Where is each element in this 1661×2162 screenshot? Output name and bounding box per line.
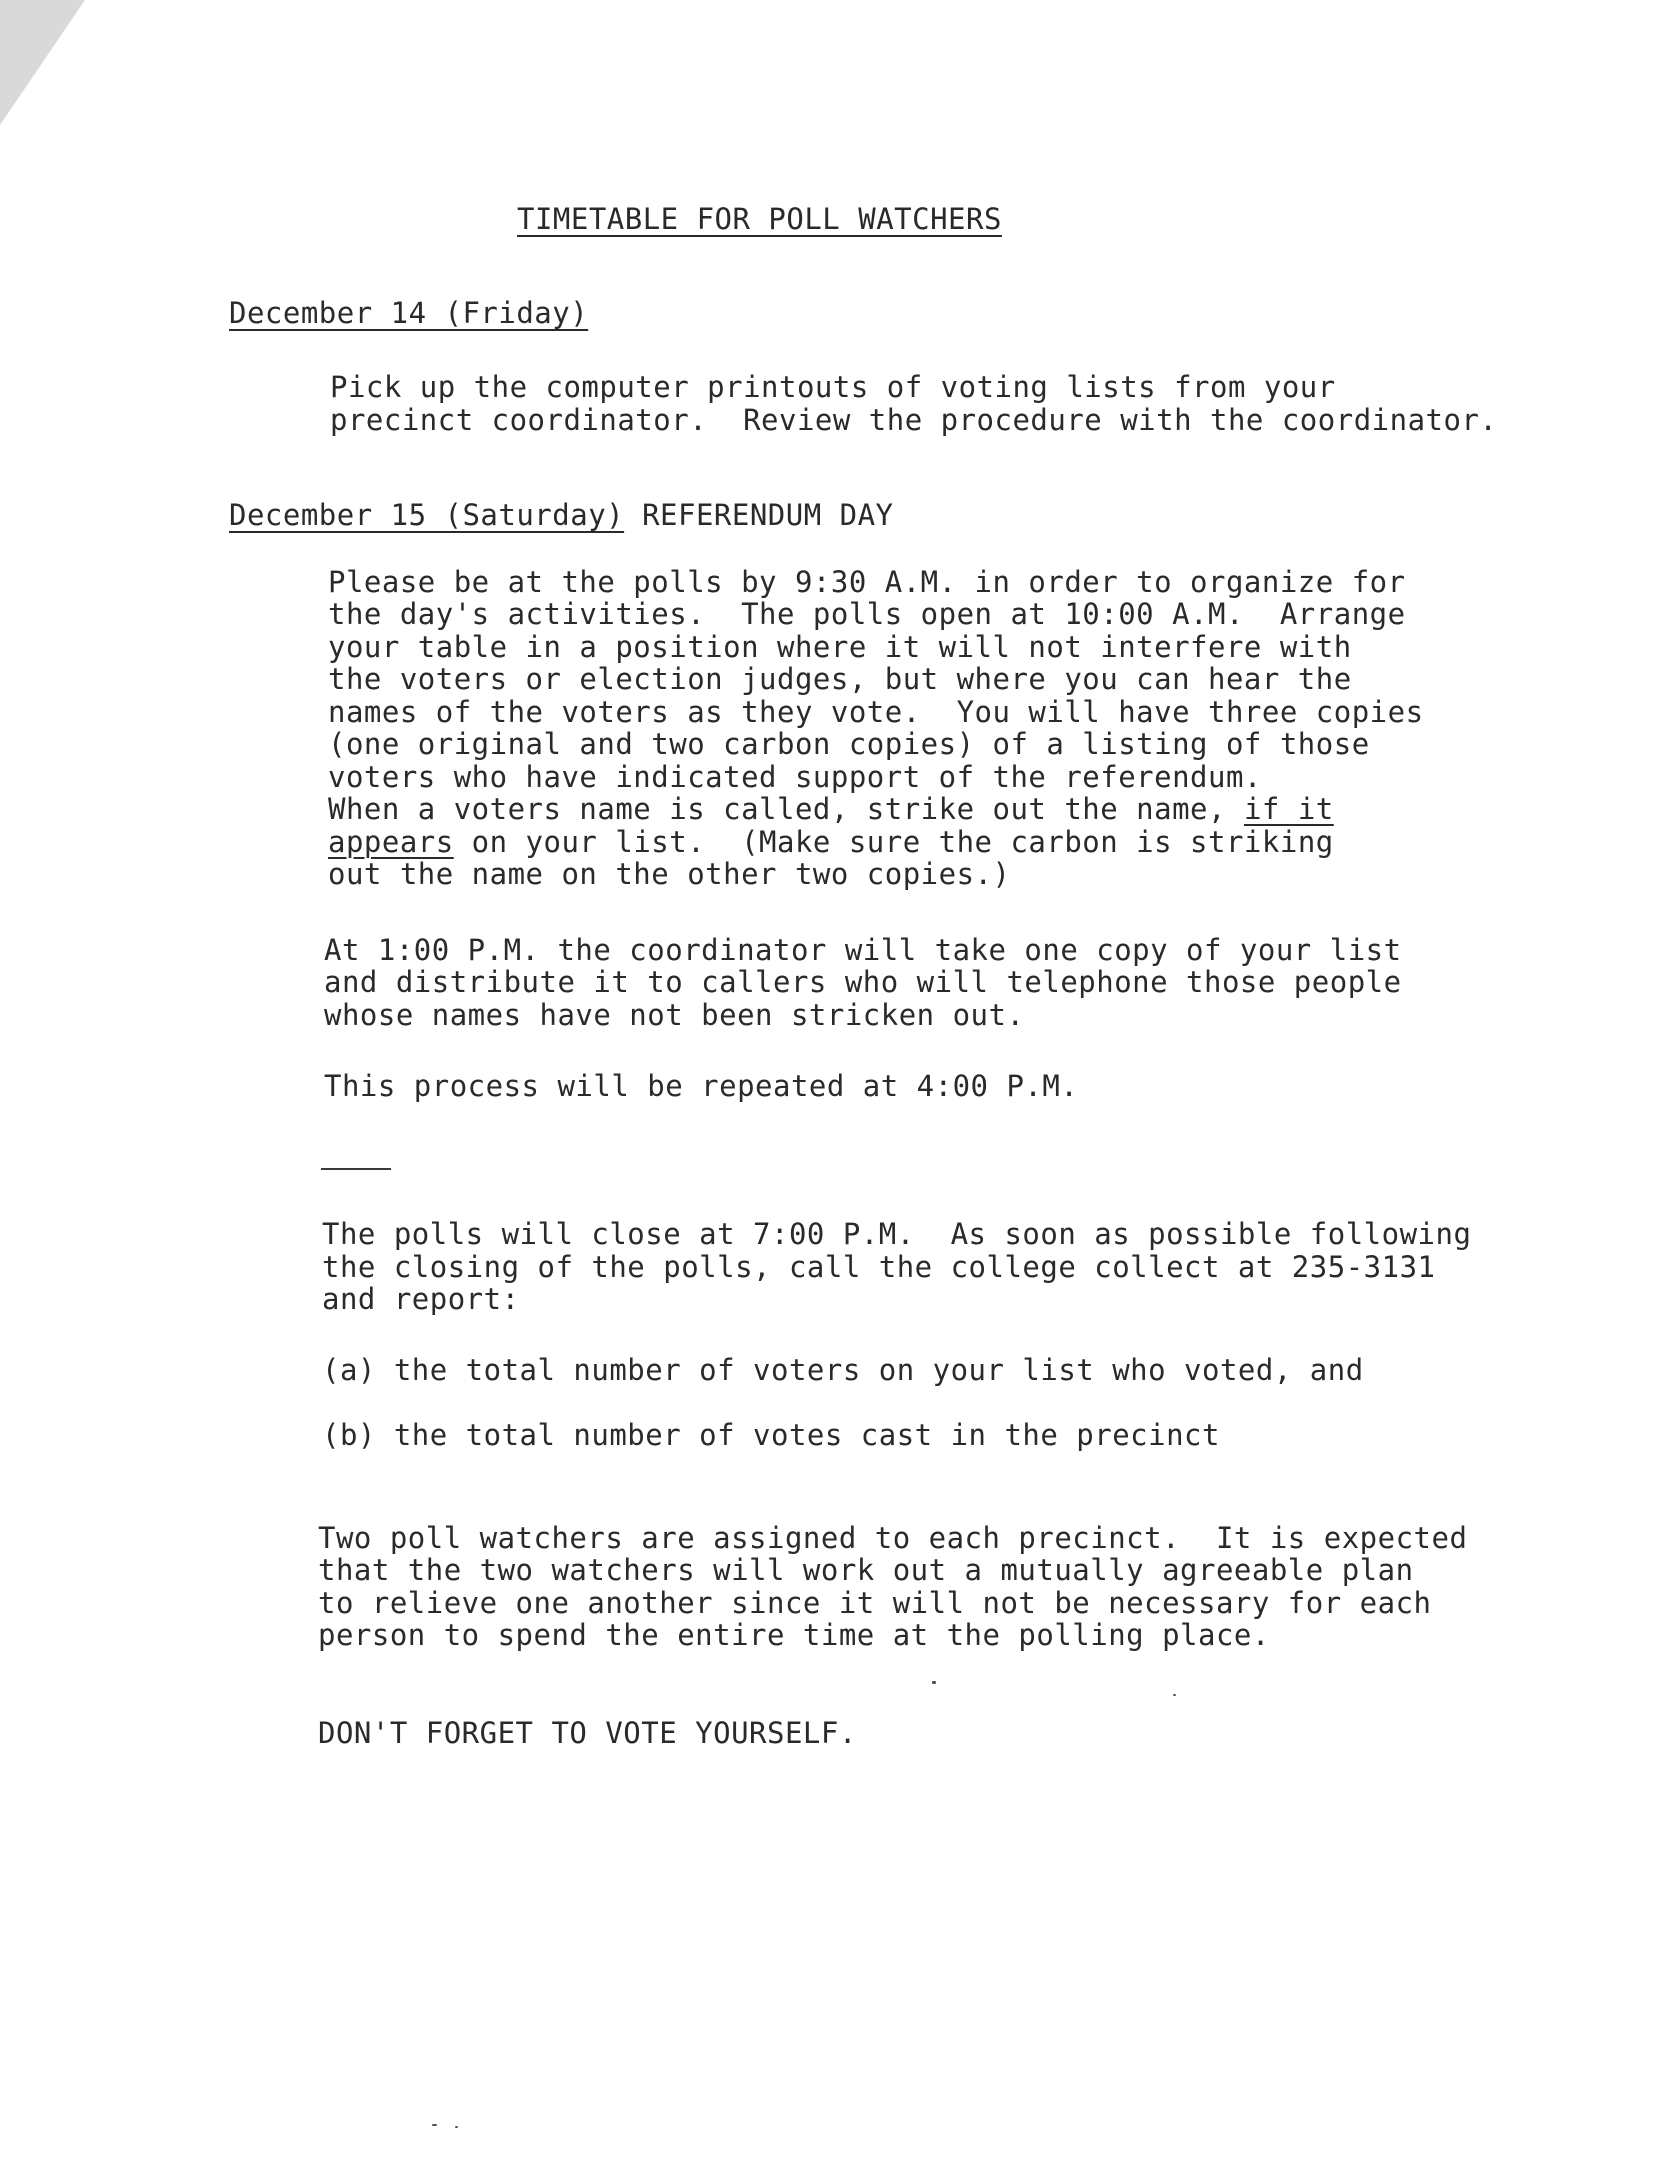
body-line: and distribute it to callers who will telephone those people bbox=[324, 965, 1402, 999]
body-line: Two poll watchers are assigned to each precinct. It is expected bbox=[318, 1521, 1468, 1555]
body-line: whose names have not been stricken out. bbox=[324, 998, 1025, 1032]
ink-speck bbox=[1173, 1694, 1176, 1696]
body-line: This process will be repeated at 4:00 P.M. bbox=[324, 1069, 1079, 1103]
ink-speck bbox=[432, 2124, 437, 2126]
page-corner-fold bbox=[0, 0, 85, 125]
body-line: out the name on the other two copies.) bbox=[328, 857, 1011, 891]
body-line: Pick up the computer printouts of voting lists from your bbox=[330, 370, 1336, 404]
list-item-a: (a) the total number of voters on your list who voted, and bbox=[322, 1353, 1364, 1387]
ink-speck bbox=[455, 2126, 458, 2128]
body-line: and report: bbox=[322, 1282, 520, 1316]
body-text: When a voters name is called, strike out the name, bbox=[328, 792, 1244, 826]
body-line: person to spend the entire time at the polling place. bbox=[318, 1618, 1270, 1652]
closing-reminder: DON'T FORGET TO VOTE YOURSELF. bbox=[318, 1716, 857, 1750]
body-line: The polls will close at 7:00 P.M. As soon as possible following bbox=[322, 1217, 1472, 1251]
body-line: that the two watchers will work out a mutually agreeable plan bbox=[318, 1553, 1414, 1587]
underlined-text: appears bbox=[328, 825, 454, 859]
separator-rule bbox=[321, 1168, 391, 1170]
body-line: your table in a position where it will not interfere with bbox=[328, 630, 1352, 664]
underlined-text: if it bbox=[1243, 792, 1334, 826]
body-line: the day's activities. The polls open at 10:00 A.M. Arrange bbox=[328, 597, 1406, 631]
heading-date: December 15 (Saturday) bbox=[229, 498, 625, 532]
body-line: Please be at the polls by 9:30 A.M. in order to organize for bbox=[328, 565, 1406, 599]
section-heading-dec-15 bbox=[229, 499, 894, 531]
body-line: (one original and two carbon copies) of a listing of those bbox=[328, 727, 1370, 761]
body-line: At 1:00 P.M. the coordinator will take one copy of your list bbox=[324, 933, 1402, 967]
body-line: names of the voters as they vote. You will have three copies bbox=[328, 695, 1424, 729]
body-text: on your list. (Make sure the carbon is striking bbox=[453, 825, 1334, 859]
body-line bbox=[328, 826, 1334, 858]
body-line: voters who have indicated support of the referendum. bbox=[328, 760, 1262, 794]
body-line: precinct coordinator. Review the procedure with the coordinator. bbox=[330, 403, 1498, 437]
ink-speck bbox=[932, 1681, 936, 1684]
heading-date: December 14 (Friday) bbox=[229, 296, 589, 330]
section-heading-dec-14 bbox=[229, 297, 588, 329]
body-line bbox=[328, 793, 1334, 825]
body-line: the voters or election judges, but where you can hear the bbox=[328, 662, 1352, 696]
document-title: TIMETABLE FOR POLL WATCHERS bbox=[517, 202, 1002, 236]
body-line: the closing of the polls, call the college collect at 235-3131 bbox=[322, 1250, 1436, 1284]
list-item-b: (b) the total number of votes cast in the precinct bbox=[322, 1418, 1220, 1452]
body-line: to relieve one another since it will not be necessary for each bbox=[318, 1586, 1432, 1620]
heading-suffix: REFERENDUM DAY bbox=[624, 498, 894, 532]
